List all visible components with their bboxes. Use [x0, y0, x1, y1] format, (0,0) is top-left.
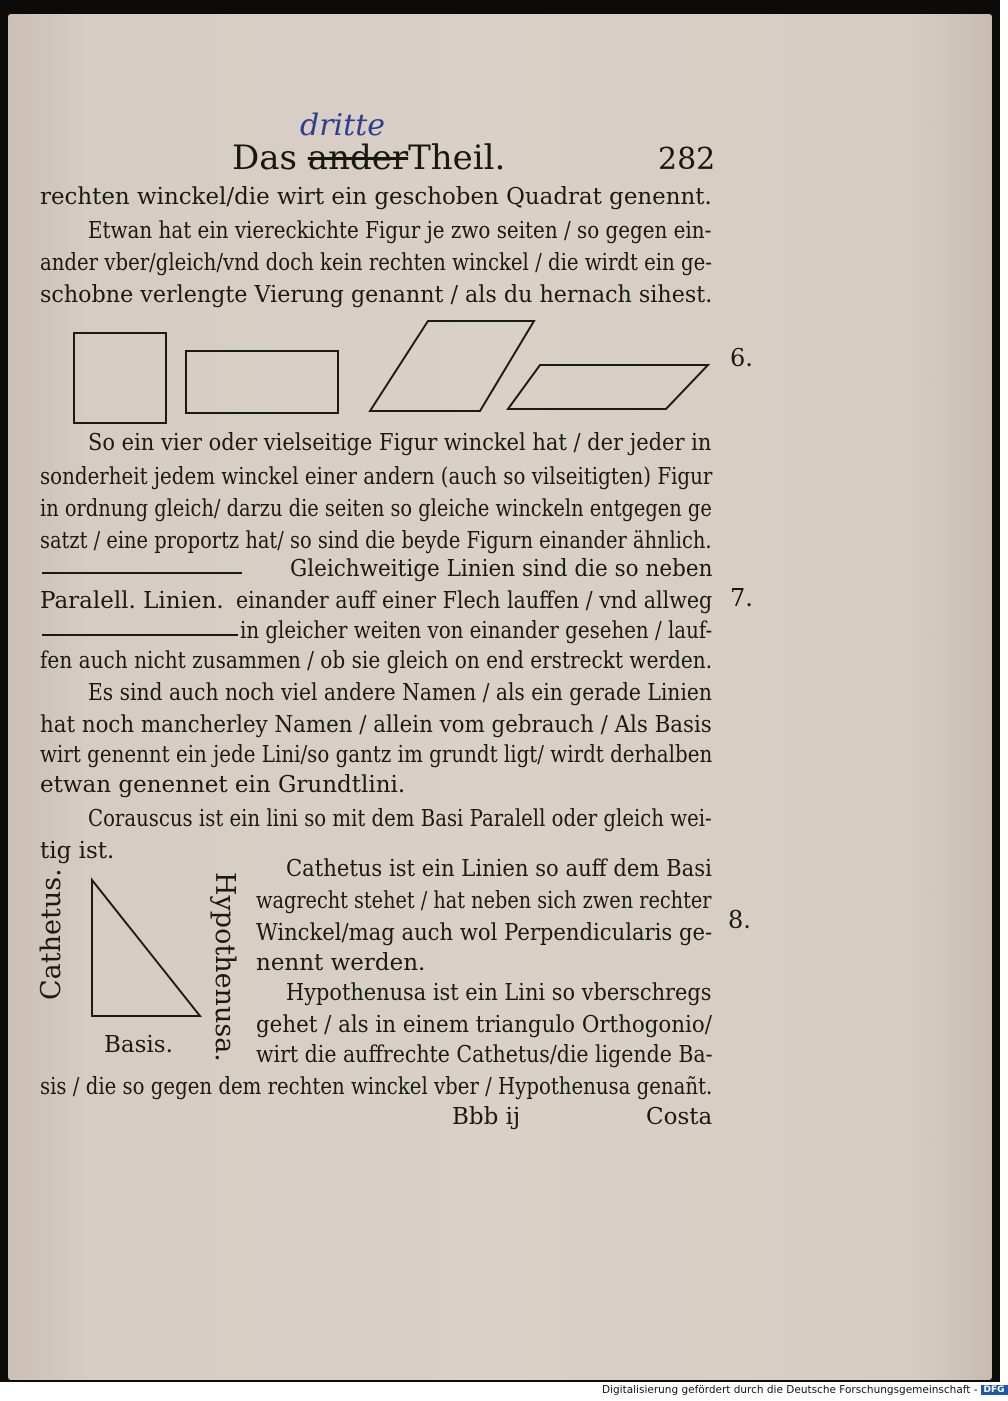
text-line: fen auch nicht zusammen / ob sie gleich on end erstreckt werden.	[40, 648, 713, 674]
margin-number: 6.	[730, 344, 753, 372]
footer-text: Digitalisierung gefördert durch die Deutsche Forschungsgemeinschaft -	[602, 1384, 978, 1396]
page-number: 282	[658, 142, 716, 177]
hypothenusa-label: Hypothenusa.	[209, 872, 240, 1062]
text-line: schobne verlengte Vierung genannt / als du hernach sihest.	[40, 282, 713, 308]
rhomboid-figure	[508, 365, 708, 409]
text-line: wagrecht stehet / hat neben sich zwen rechter	[256, 888, 712, 914]
triangle-shape	[92, 880, 200, 1016]
text-line: rechten winckel/die wirt ein geschoben Quadrat genennt.	[40, 184, 712, 210]
text-line: Corauscus ist ein lini so mit dem Basi Paralell oder gleich wei-	[88, 806, 712, 832]
text-line: hat noch mancherley Namen / allein vom gebrauch / Als Basis	[40, 712, 712, 738]
square-figure	[74, 333, 166, 423]
text-line: Gleichweitige Linien sind die so neben	[290, 556, 713, 582]
digitization-footer	[602, 1384, 1008, 1396]
text-line: etwan genennet ein Grundtlini.	[40, 772, 406, 798]
right-triangle-figure	[80, 870, 220, 1030]
text-line: sonderheit jedem winckel einer andern (auch so vilseitigten) Figur	[40, 464, 713, 490]
margin-number: 7.	[730, 584, 753, 612]
quadrilateral-figures	[60, 315, 780, 425]
title-struck: ander	[307, 138, 409, 178]
text-line: wirt genennt ein jede Lini/so gantz im grundt ligt/ wirdt derhalben	[40, 742, 713, 768]
text-line: Hypothenusa ist ein Lini so vberschregs	[286, 980, 712, 1006]
text-line: gehet / als in einem triangulo Orthogonio/	[256, 1012, 712, 1038]
text-line: tig ist.	[40, 838, 115, 864]
text-line: ander vber/gleich/vnd doch kein rechten winckel / die wirdt ein ge-	[40, 250, 712, 276]
title-prefix: Das	[232, 138, 297, 178]
text-line: in gleicher weiten von einander gesehen / lauf-	[240, 618, 713, 644]
rectangle-figure	[186, 351, 338, 413]
cathetus-label: Cathetus.	[36, 868, 67, 1000]
rhombus-figure	[370, 321, 534, 411]
text-line: wirt die auffrechte Cathetus/die ligende Ba-	[256, 1042, 713, 1068]
text-line: Es sind auch noch viel andere Namen / als ein gerade Linien	[88, 680, 712, 706]
text-line: Cathetus ist ein Linien so auff dem Basi	[286, 856, 712, 882]
parallel-line-lower	[42, 634, 238, 636]
dfg-logo: DFG	[981, 1385, 1008, 1395]
text-line: nennt werden.	[256, 950, 426, 976]
margin-number: 8.	[728, 906, 751, 934]
running-title	[232, 138, 505, 178]
title-suffix: Theil.	[408, 138, 506, 178]
text-line: Winckel/mag auch wol Perpendicularis ge-	[256, 920, 713, 946]
handwritten-annotation: dritte	[300, 108, 386, 143]
text-line: satzt / eine proportz hat/ so sind die beyde Figurn einander ähnlich.	[40, 528, 712, 554]
basis-label: Basis.	[104, 1032, 173, 1058]
text-line: So ein vier oder vielseitige Figur winckel hat / der jeder in	[88, 430, 712, 456]
text-line: sis / die so gegen dem rechten winckel vber / Hypothenusa genañt.	[40, 1074, 713, 1100]
catchword: Costa	[646, 1104, 713, 1130]
parallel-lines-label: Paralell. Linien.	[40, 588, 224, 614]
text-line: in ordnung gleich/ darzu die seiten so gleiche winckeln entgegen ge	[40, 496, 712, 522]
text-line: einander auff einer Flech lauffen / vnd allweg	[236, 588, 713, 614]
parallel-line-upper	[42, 572, 242, 574]
signature-mark: Bbb ij	[452, 1104, 521, 1130]
text-line: Etwan hat ein viereckichte Figur je zwo seiten / so gegen ein-	[88, 218, 712, 244]
